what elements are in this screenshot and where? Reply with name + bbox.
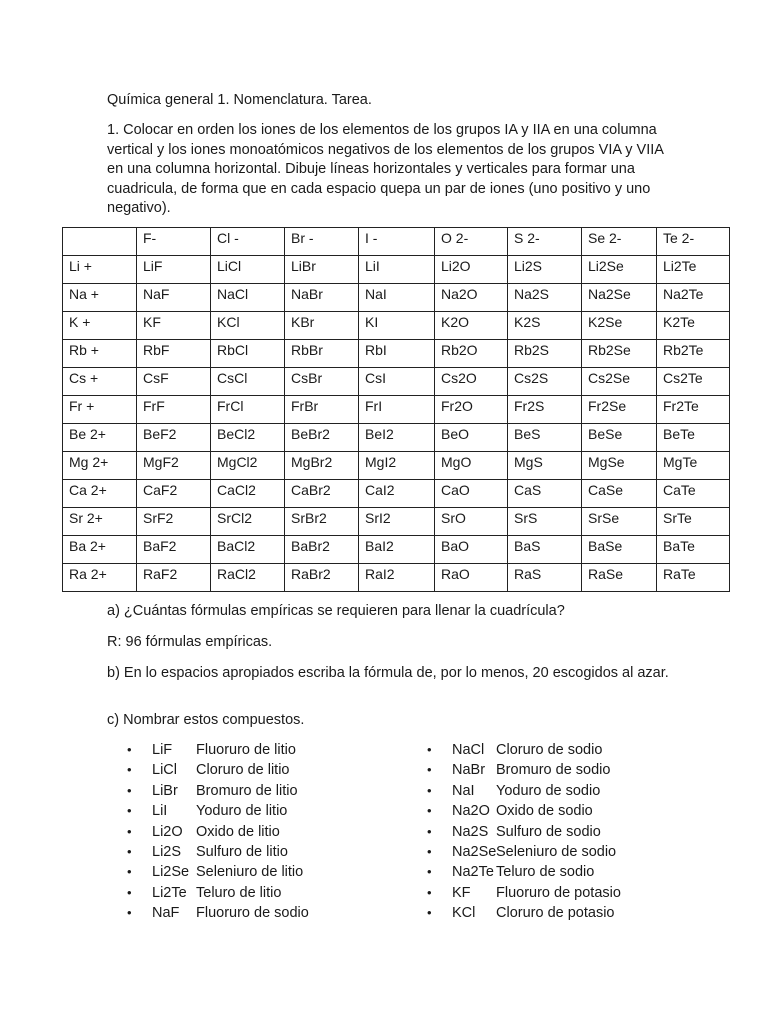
table-cell: RaSe [582, 564, 657, 592]
compound-name: Cloruro de potasio [496, 905, 615, 922]
compound-formula: NaBr [452, 762, 486, 779]
table-cell: MgCl2 [211, 452, 285, 480]
table-cell: BeBr2 [285, 424, 359, 452]
instruction-paragraph: 1. Colocar en orden los iones de los elementos de los grupos IA y IIA en una columna vertical y los iones monoatómicos negativos de los elementos de los grupos VIA y VIIA en una columna horizontal. Dibuje líneas horizontales y verticales para formar una cuadricula, de forma que en cada espacio quepa un par de iones (uno positivo y uno negativo). [107, 122, 664, 216]
table-cell: Na2S [508, 284, 582, 312]
table-cell: BeSe [582, 424, 657, 452]
table-cell: BeCl2 [211, 424, 285, 452]
compound-name: Cloruro de litio [196, 762, 290, 779]
table-cell: RbCl [211, 340, 285, 368]
table-cell: K2O [435, 312, 508, 340]
table-cell: CsCl [211, 368, 285, 396]
table-cell: SrI2 [359, 508, 435, 536]
table-cell: K2S [508, 312, 582, 340]
table-cell: KI [359, 312, 435, 340]
table-cell: NaBr [285, 284, 359, 312]
table-cell: BaO [435, 536, 508, 564]
compound-formula: LiCl [152, 762, 177, 779]
table-cell: MgBr2 [285, 452, 359, 480]
compound-formula: LiBr [152, 782, 178, 799]
table-cell: CaTe [657, 480, 730, 508]
table-cell: MgI2 [359, 452, 435, 480]
compound-name: Oxido de sodio [496, 803, 593, 820]
question-a: a) ¿Cuántas fórmulas empíricas se requieren para llenar la cuadrícula? [107, 603, 565, 619]
compound-formula: LiI [152, 803, 168, 820]
table-header-cell: I - [359, 228, 435, 256]
compound-formula: KF [452, 884, 471, 901]
table-cell: RaS [508, 564, 582, 592]
list-item [427, 903, 621, 923]
table-cell: RaCl2 [211, 564, 285, 592]
table-cell: Cs2Se [582, 368, 657, 396]
table-cell: KF [137, 312, 211, 340]
table-row [63, 368, 730, 396]
list-item [427, 822, 621, 842]
table-cell: LiF [137, 256, 211, 284]
table-cell: K2Se [582, 312, 657, 340]
table-cell: SrBr2 [285, 508, 359, 536]
table-row-header-cell: Cs + [63, 368, 137, 396]
table-cell: KBr [285, 312, 359, 340]
compound-name: Sulfuro de sodio [496, 823, 601, 840]
table-cell: SrO [435, 508, 508, 536]
bullet-icon: • [427, 803, 432, 819]
table-header-row [63, 228, 730, 256]
table-cell: MgSe [582, 452, 657, 480]
table-row-header-cell: Ca 2+ [63, 480, 137, 508]
bullet-icon: • [427, 742, 432, 757]
table-cell: RaI2 [359, 564, 435, 592]
compound-formula: Li2O [152, 823, 183, 840]
table-cell: SrSe [582, 508, 657, 536]
compound-name: Seleniuro de litio [196, 864, 304, 881]
table-header-cell: Br - [285, 228, 359, 256]
bullet-icon: • [127, 782, 132, 798]
table-cell: MgO [435, 452, 508, 480]
table-cell: Cs2O [435, 368, 508, 396]
table-cell: CsF [137, 368, 211, 396]
compound-name: Fluoruro de potasio [496, 884, 621, 901]
table-row-header-cell: Rb + [63, 340, 137, 368]
table-header-cell: Te 2- [657, 228, 730, 256]
bullet-icon: • [427, 864, 432, 880]
bullet-icon: • [127, 884, 132, 900]
compound-name: Yoduro de sodio [496, 782, 601, 799]
table-cell: Rb2Te [657, 340, 730, 368]
compound-formula: Na2Te [452, 864, 494, 881]
table-cell: CaO [435, 480, 508, 508]
table-cell: Na2O [435, 284, 508, 312]
question-b: b) En lo espacios apropiados escriba la fórmula de, por lo menos, 20 escogidos al azar. [107, 665, 669, 681]
table-cell: RbF [137, 340, 211, 368]
table-cell: BeI2 [359, 424, 435, 452]
list-item [127, 862, 309, 882]
table-cell: BeF2 [137, 424, 211, 452]
compound-formula: Na2S [452, 823, 489, 840]
compound-formula: LiF [152, 742, 173, 758]
table-cell: CsBr [285, 368, 359, 396]
table-cell: RbI [359, 340, 435, 368]
table-cell: SrF2 [137, 508, 211, 536]
table-row-header-cell: Ba 2+ [63, 536, 137, 564]
compound-name: Cloruro de sodio [496, 742, 603, 758]
bullet-icon: • [127, 905, 132, 921]
table-row [63, 452, 730, 480]
compound-name: Bromuro de litio [196, 782, 298, 799]
table-cell: CaS [508, 480, 582, 508]
table-cell: KCl [211, 312, 285, 340]
table-cell: BeTe [657, 424, 730, 452]
table-cell: Rb2O [435, 340, 508, 368]
table-cell: CaI2 [359, 480, 435, 508]
compound-name: Teluro de sodio [496, 864, 595, 881]
table-row-header-cell: K + [63, 312, 137, 340]
bullet-icon: • [427, 884, 432, 900]
table-row-header-cell: Sr 2+ [63, 508, 137, 536]
compound-formula: Li2Se [152, 864, 190, 881]
question-c: c) Nombrar estos compuestos. [107, 712, 305, 728]
table-header-cell: F- [137, 228, 211, 256]
compound-formula: Li2Te [152, 884, 187, 901]
table-cell: CaCl2 [211, 480, 285, 508]
table-cell: FrCl [211, 396, 285, 424]
table-row-header-cell: Li + [63, 256, 137, 284]
table-row [63, 256, 730, 284]
list-item [427, 760, 621, 780]
compound-name: Seleniuro de sodio [496, 843, 617, 860]
compound-formula: Na2O [452, 803, 490, 820]
table-cell: BaSe [582, 536, 657, 564]
compound-name: Fluoruro de sodio [196, 905, 309, 922]
page-title: Química general 1. Nomenclatura. Tarea. [107, 92, 372, 108]
bullet-icon: • [127, 864, 132, 880]
ion-grid-table [62, 227, 730, 592]
table-cell: BaI2 [359, 536, 435, 564]
list-item [127, 740, 309, 760]
table-cell: NaCl [211, 284, 285, 312]
list-item [127, 903, 309, 923]
table-cell: Rb2Se [582, 340, 657, 368]
table-row-header-cell: Mg 2+ [63, 452, 137, 480]
bullet-icon: • [427, 843, 432, 859]
compound-name: Yoduro de litio [196, 803, 288, 820]
bullet-icon: • [427, 762, 432, 778]
names-list-left [127, 740, 309, 924]
table-row [63, 396, 730, 424]
list-item [127, 883, 309, 903]
table-row-header-cell: Fr + [63, 396, 137, 424]
table-header-cell: Cl - [211, 228, 285, 256]
table-cell: Fr2Te [657, 396, 730, 424]
table-cell: Fr2Se [582, 396, 657, 424]
table-row-header-cell: Na + [63, 284, 137, 312]
table-header-cell: Se 2- [582, 228, 657, 256]
table-cell: NaF [137, 284, 211, 312]
compound-formula: KCl [452, 905, 476, 922]
bullet-icon: • [127, 762, 132, 778]
compound-formula: NaF [152, 905, 180, 922]
list-item [127, 760, 309, 780]
table-row [63, 508, 730, 536]
table-cell: LiI [359, 256, 435, 284]
compound-name: Oxido de litio [196, 823, 280, 840]
table-cell: BeS [508, 424, 582, 452]
list-item [427, 862, 621, 882]
table-cell: LiCl [211, 256, 285, 284]
table-cell: SrCl2 [211, 508, 285, 536]
bullet-icon: • [427, 905, 432, 921]
table-cell: Rb2S [508, 340, 582, 368]
table-row-header-cell: Ra 2+ [63, 564, 137, 592]
table-row [63, 424, 730, 452]
table-cell: CaF2 [137, 480, 211, 508]
table-cell: BaTe [657, 536, 730, 564]
compound-formula: NaCl [452, 742, 485, 758]
table-cell: MgTe [657, 452, 730, 480]
compound-name: Sulfuro de litio [196, 843, 288, 860]
table-cell: SrTe [657, 508, 730, 536]
table-cell: Li2S [508, 256, 582, 284]
table-cell: MgS [508, 452, 582, 480]
table-cell: RaF2 [137, 564, 211, 592]
list-item [427, 883, 621, 903]
names-list-right [427, 740, 621, 924]
bullet-icon: • [427, 823, 432, 839]
compound-formula: Na2Se [452, 843, 497, 860]
list-item [127, 822, 309, 842]
table-cell: Fr2O [435, 396, 508, 424]
bullet-icon: • [127, 843, 132, 859]
list-item [127, 781, 309, 801]
table-cell: Li2Te [657, 256, 730, 284]
table-cell: Cs2Te [657, 368, 730, 396]
bullet-icon: • [427, 782, 432, 798]
table-cell: CaSe [582, 480, 657, 508]
table-cell: FrBr [285, 396, 359, 424]
table-cell: RaBr2 [285, 564, 359, 592]
table-row [63, 480, 730, 508]
table-cell: BaCl2 [211, 536, 285, 564]
compound-name: Fluoruro de litio [196, 742, 296, 758]
table-row [63, 536, 730, 564]
table-cell: MgF2 [137, 452, 211, 480]
compound-formula: Li2S [152, 843, 182, 860]
table-cell: FrI [359, 396, 435, 424]
table-cell: CaBr2 [285, 480, 359, 508]
list-item [127, 801, 309, 821]
compound-formula: NaI [452, 782, 475, 799]
list-item [427, 801, 621, 821]
table-row [63, 340, 730, 368]
table-row [63, 312, 730, 340]
table-cell: SrS [508, 508, 582, 536]
table-cell: Cs2S [508, 368, 582, 396]
table-row [63, 564, 730, 592]
table-cell: CsI [359, 368, 435, 396]
list-item [427, 842, 621, 862]
list-item [427, 740, 621, 760]
table-cell: LiBr [285, 256, 359, 284]
list-item [427, 781, 621, 801]
table-cell: K2Te [657, 312, 730, 340]
compound-name: Teluro de litio [196, 884, 282, 901]
list-item [127, 842, 309, 862]
table-cell: BaF2 [137, 536, 211, 564]
table-header-cell: O 2- [435, 228, 508, 256]
table-cell: Na2Se [582, 284, 657, 312]
table-cell: RaO [435, 564, 508, 592]
table-header-cell [63, 228, 137, 256]
table-cell: Fr2S [508, 396, 582, 424]
table-cell: Li2O [435, 256, 508, 284]
table-row [63, 284, 730, 312]
table-cell: BaBr2 [285, 536, 359, 564]
compound-name: Bromuro de sodio [496, 762, 611, 779]
table-cell: FrF [137, 396, 211, 424]
bullet-icon: • [127, 803, 132, 819]
answer-a: R: 96 fórmulas empíricas. [107, 634, 273, 650]
table-cell: RbBr [285, 340, 359, 368]
table-cell: RaTe [657, 564, 730, 592]
bullet-icon: • [127, 823, 132, 839]
table-header-cell: S 2- [508, 228, 582, 256]
table-cell: BaS [508, 536, 582, 564]
bullet-icon: • [127, 742, 132, 757]
table-cell: Na2Te [657, 284, 730, 312]
table-cell: BeO [435, 424, 508, 452]
table-row-header-cell: Be 2+ [63, 424, 137, 452]
table-cell: NaI [359, 284, 435, 312]
table-cell: Li2Se [582, 256, 657, 284]
